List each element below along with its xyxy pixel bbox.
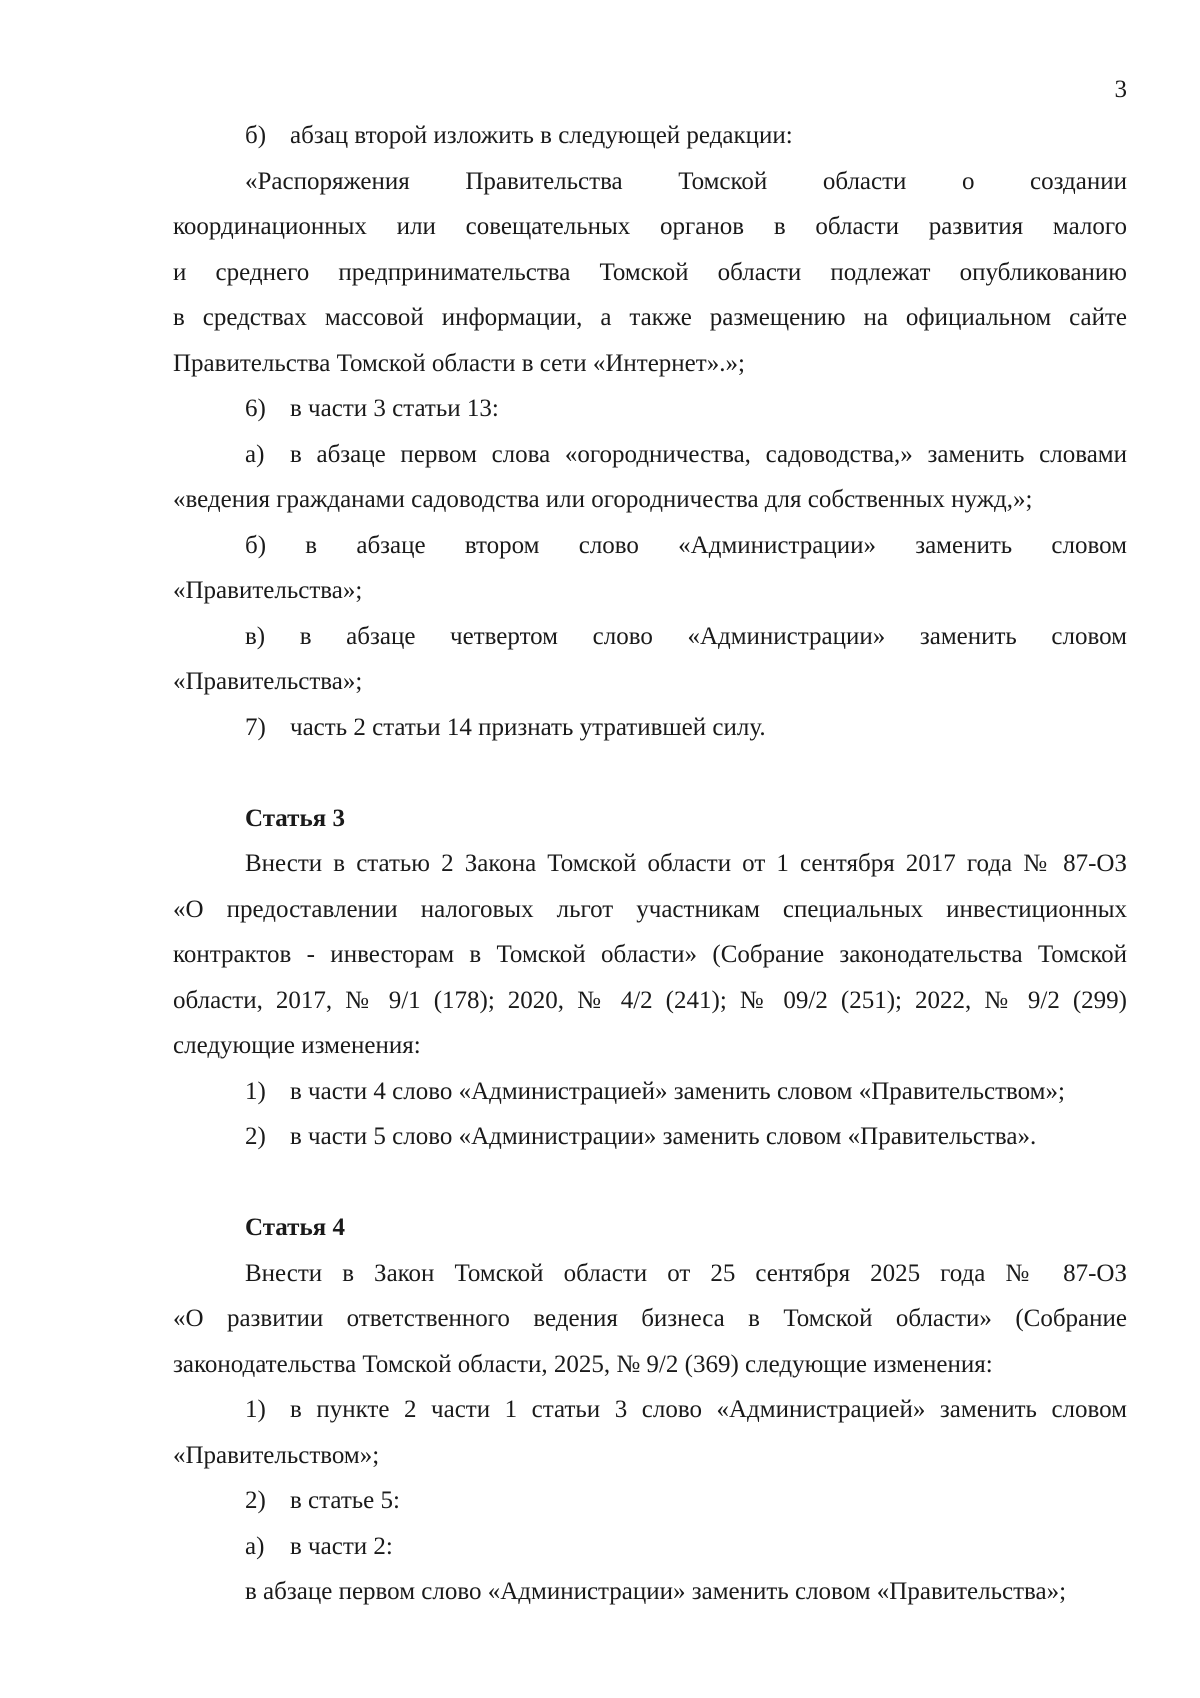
sub-item-a <box>173 432 1127 478</box>
article-3-line: следующие изменения: <box>173 1032 421 1059</box>
sub-item-v: в) в абзаце четвертом слово «Администрации» заменить словом <box>245 622 1127 650</box>
item-marker: 1) <box>245 1396 266 1423</box>
quote-line: Правительства Томской области в сети «Интернет».»; <box>173 349 745 377</box>
item-text: в статье 5: <box>290 1487 400 1514</box>
article-4-line: в абзаце первом слово «Администрации» заменить словом «Правительства»; <box>245 1578 1067 1605</box>
article-3-heading: Статья 3 <box>245 804 345 832</box>
paragraph-line: «Правительства»; <box>173 577 363 604</box>
article-3-item-2 <box>173 1114 1127 1160</box>
item-marker: 6) <box>245 395 266 422</box>
article-4-line: законодательства Томской области, 2025, № 9/2 (369) следующие изменения: <box>173 1350 993 1378</box>
section-gap <box>173 1160 1127 1206</box>
article-4-line: Внести в Закон Томской области от 25 сентября 2025 года № 87-ОЗ <box>245 1259 1127 1287</box>
item-marker: 2) <box>245 1487 266 1514</box>
article-4-line: «О развитии ответственного ведения бизнеса в Томской области» (Собрание <box>173 1305 1127 1332</box>
item-text: в части 4 слово «Администрацией» заменить словом «Правительством»; <box>290 1077 1065 1105</box>
quote-line: «Распоряжения Правительства Томской области о создании <box>245 167 1127 195</box>
item-text: в части 2: <box>290 1532 393 1560</box>
article-4-item-1 <box>173 1387 1127 1433</box>
item-marker: а) <box>245 1532 265 1560</box>
item-text: в пункте 2 части 1 статьи 3 слово «Администрацией» заменить словом <box>290 1396 1127 1423</box>
item-text: в абзаце первом слова «огородничества, садоводства,» заменить словами <box>290 440 1127 468</box>
list-item-6 <box>173 386 1127 432</box>
item-text: в части 3 статьи 13: <box>290 395 499 422</box>
paragraph-line: «ведения гражданами садоводства или огородничества для собственных нужд,»; <box>173 486 1033 513</box>
quote-line: в средствах массовой информации, а также размещению на официальном сайте <box>173 304 1127 331</box>
sub-item-b: б) в абзаце втором слово «Администрации» заменить словом <box>245 531 1127 559</box>
document-body <box>173 113 1127 1615</box>
item-text: часть 2 статьи 14 признать утратившей силу. <box>290 713 766 741</box>
article-4-heading: Статья 4 <box>245 1214 345 1241</box>
article-3-line: Внести в статью 2 Закона Томской области от 1 сентября 2017 года № 87-ОЗ <box>245 850 1127 877</box>
article-3-line: «О предоставлении налоговых льгот участникам специальных инвестиционных <box>173 895 1127 923</box>
item-text: в части 5 слово «Администрации» заменить словом «Правительства». <box>290 1123 1037 1150</box>
item-marker: 7) <box>245 713 266 741</box>
article-4-item-2 <box>173 1478 1127 1524</box>
article-4-sub-item-a <box>173 1524 1127 1570</box>
paragraph-line: «Правительства»; <box>173 668 363 695</box>
list-item-7 <box>173 705 1127 751</box>
page-number: 3 <box>1114 76 1127 103</box>
item-marker: 2) <box>245 1123 266 1150</box>
item-marker: б) <box>245 122 267 149</box>
section-gap <box>173 750 1127 796</box>
quote-line: и среднего предпринимательства Томской области подлежат опубликованию <box>173 258 1127 286</box>
paragraph-item-b <box>173 113 1127 159</box>
quote-line: координационных или совещательных органов в области развития малого <box>173 213 1127 240</box>
item-text: абзац второй изложить в следующей редакции: <box>290 122 793 149</box>
article-3-item-1 <box>173 1069 1127 1115</box>
article-3-line: области, 2017, № 9/1 (178); 2020, № 4/2 (241); № 09/2 (251); 2022, № 9/2 (299) <box>173 986 1127 1014</box>
item-marker: а) <box>245 440 265 468</box>
article-3-line: контрактов - инвесторам в Томской области» (Собрание законодательства Томской <box>173 941 1127 968</box>
article-4-line: «Правительством»; <box>173 1441 380 1469</box>
item-marker: 1) <box>245 1077 266 1105</box>
